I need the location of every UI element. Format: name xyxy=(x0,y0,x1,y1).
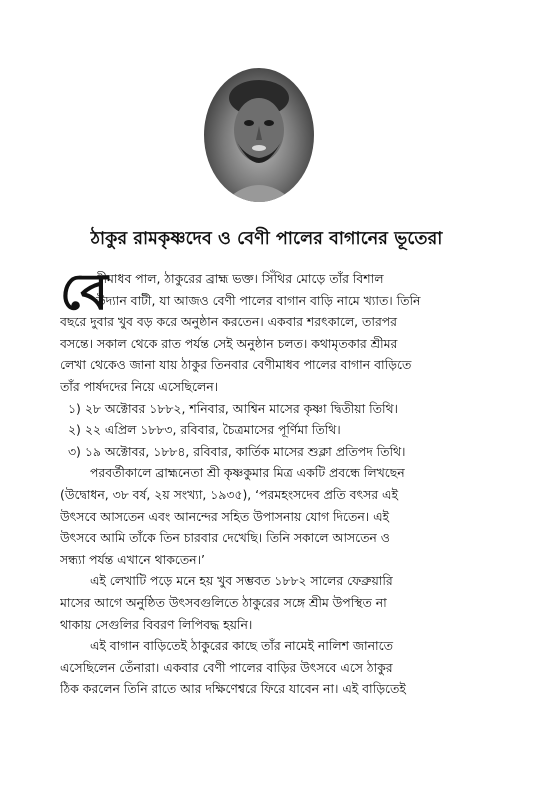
text-line: উৎসবে আমি তাঁকে তিন চারবার দেখেছি। তিনি সকালে আসতেন ও xyxy=(60,530,390,546)
drop-cap: বে xyxy=(60,263,109,321)
dates-list xyxy=(60,398,485,463)
paragraph-complaint xyxy=(60,635,485,700)
list-item: ৩) ১৯ অক্টোবর, ১৮৮৪, রবিবার, কার্তিক মাসের শুক্লা প্রতিপদ তিথি। xyxy=(68,443,406,459)
text-line: এই লেখাটি পড়ে মনে হয় খুব সম্ভবত ১৮৮২ সালের ফেব্রুয়ারি xyxy=(90,573,393,589)
text-line: লেখা থেকেও জানা যায় ঠাকুর তিনবার বেণীমাধব পালের বাগান বাড়িতে xyxy=(60,357,412,373)
paragraph-quote xyxy=(60,462,485,570)
portrait-photo xyxy=(204,68,314,202)
text-line: ঠিক করলেন তিনি রাতে আর দক্ষিণেশ্বরে ফিরে যাবেন না। এই বাড়িতেই xyxy=(60,681,406,697)
text-line: (উদ্বোধন, ৩৮ বর্ষ, ২য় সংখ্যা, ১৯৩৫), ‘পরমহংসদেব প্রতি বৎসর এই xyxy=(60,486,398,502)
list-item: ২) ২২ এপ্রিল ১৮৮৩, রবিবার, চৈত্রমাসের পূর্ণিমা তিথি। xyxy=(68,422,341,438)
text-line: এসেছিলেন তেঁনারা। একবার বেণী পালের বাড়ির উৎসবে এসে ঠাকুর xyxy=(60,659,393,675)
article-body xyxy=(60,263,485,700)
chapter-title: ঠাকুর রামকৃষ্ণদেব ও বেণী পালের বাগানের ভূতেরা xyxy=(90,229,443,249)
text-line: এই বাগান বাড়িতেই ঠাকুরের কাছে তাঁর নামেই নালিশ জানাতে xyxy=(90,638,393,654)
text-line: পরবর্তীকালে ব্রাহ্মনেতা শ্রী কৃষ্ণকুমার মিত্র একটি প্রবন্ধে লিখছেন xyxy=(90,465,405,481)
text-line: ণীমাধব পাল, ঠাকুরের ব্রাহ্ম ভক্ত। সিঁথির মোড়ে তাঁর বিশাল xyxy=(96,271,384,286)
text-line: বসন্তে। সকাল থেকে রাত পর্যন্ত সেই অনুষ্ঠান চলত। কথামৃতকার শ্রীমর xyxy=(60,335,398,351)
portrait-illustration xyxy=(204,68,314,202)
text-line: সন্ধ্যা পর্যন্ত এখানে থাকতেন।’ xyxy=(60,551,205,567)
text-line: উদ্যান বাটী, যা আজও বেণী পালের বাগান বাড়ি নামে খ্যাত। তিনি xyxy=(96,292,421,308)
paragraph-inference xyxy=(60,570,485,635)
intro-paragraph xyxy=(60,263,485,398)
text-line: মাসের আগে অনুষ্ঠিত উৎসবগুলিতে ঠাকুরের সঙ্গে শ্রীম উপস্থিত না xyxy=(60,594,387,610)
list-item: ১) ২৮ অক্টোবর ১৮৮২, শনিবার, আশ্বিন মাসের কৃষ্ণা দ্বিতীয়া তিথি। xyxy=(68,400,398,416)
text-line: তাঁর পার্ষদদের নিয়ে এসেছিলেন। xyxy=(60,378,219,394)
text-line: উৎসবে আসতেন এবং আনন্দের সহিত উপাসনায় যোগ দিতেন। এই xyxy=(60,508,389,524)
text-line: থাকায় সেগুলির বিবরণ লিপিবদ্ধ হয়নি। xyxy=(60,616,253,632)
text-line: বছরে দুবার খুব বড় করে অনুষ্ঠান করতেন। একবার শরৎকালে, তারপর xyxy=(60,314,397,330)
